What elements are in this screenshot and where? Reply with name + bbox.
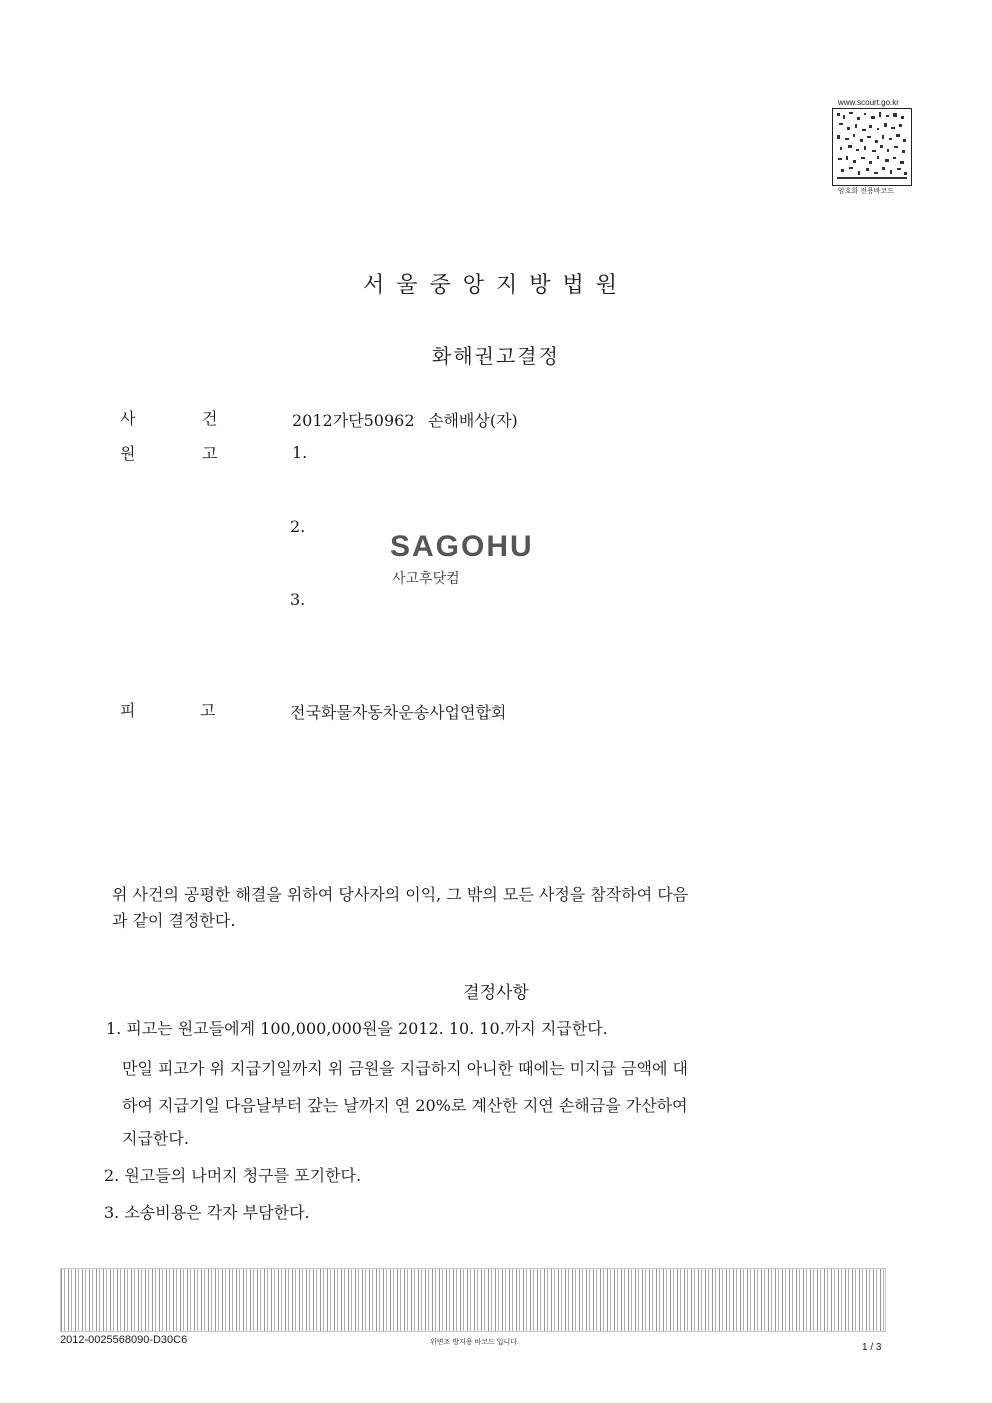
intro-line-2: 과 같이 결정한다.: [112, 911, 236, 930]
decision-item-1-cont-3: 지급한다.: [122, 1129, 189, 1148]
anti-forgery-barcode: [60, 1268, 886, 1332]
defendant-label-1: 피: [120, 701, 136, 720]
decision-item-1-cont-2: 하여 지급기일 다음날부터 갚는 날까지 연 20%로 계산한 지연 손해금을 가산하여: [122, 1096, 688, 1115]
qr-code: [832, 108, 912, 186]
case-number: 2012가단50962: [292, 411, 415, 430]
decision-item-1: 1. 피고는 원고들에게 100,000,000원을 2012. 10. 10.까지 지급한다.: [106, 1019, 608, 1038]
document-title: 화해권고결정: [432, 344, 560, 368]
court-name: 서울중앙지방법원: [362, 273, 630, 298]
case-label-2: 건: [202, 409, 218, 428]
decision-item-3: 3. 소송비용은 각자 부담한다.: [104, 1203, 310, 1222]
plaintiff-item-1: 1.: [292, 443, 308, 462]
sagohu-logo-subtitle: 사고후닷컴: [392, 571, 460, 587]
sagohu-logo: SAGOHU: [390, 530, 534, 563]
intro-line-1: 위 사건의 공평한 해결을 위하여 당사자의 이익, 그 밖의 모든 사정을 참작하여 다음: [112, 885, 689, 904]
defendant-label-2: 고: [200, 701, 216, 720]
case-label-1: 사: [120, 409, 136, 428]
defendant-name: 전국화물자동차운송사업연합회: [290, 703, 507, 722]
barcode-note: 위변조 방지용 바코드 입니다.: [430, 1339, 519, 1346]
plaintiff-item-3: 3.: [290, 590, 306, 609]
plaintiff-label-1: 원: [120, 444, 136, 463]
decision-item-1-cont-1: 만일 피고가 위 지급기일까지 위 금원을 지급하지 아니한 때에는 미지급 금액에 대: [122, 1059, 688, 1078]
plaintiff-item-2: 2.: [290, 517, 306, 536]
case-name: 손해배상(자): [428, 411, 518, 430]
qr-url-text: www.scourt.go.kr: [838, 98, 899, 107]
qr-caption: 암호화 전용바코드: [838, 188, 895, 195]
page-number: 1 / 3: [862, 1342, 882, 1353]
plaintiff-label-2: 고: [202, 444, 218, 463]
decision-item-2: 2. 원고들의 나머지 청구를 포기한다.: [104, 1166, 362, 1185]
document-code: 2012-0025568090-D30C6: [60, 1334, 188, 1346]
decision-title: 결정사항: [463, 983, 529, 1003]
